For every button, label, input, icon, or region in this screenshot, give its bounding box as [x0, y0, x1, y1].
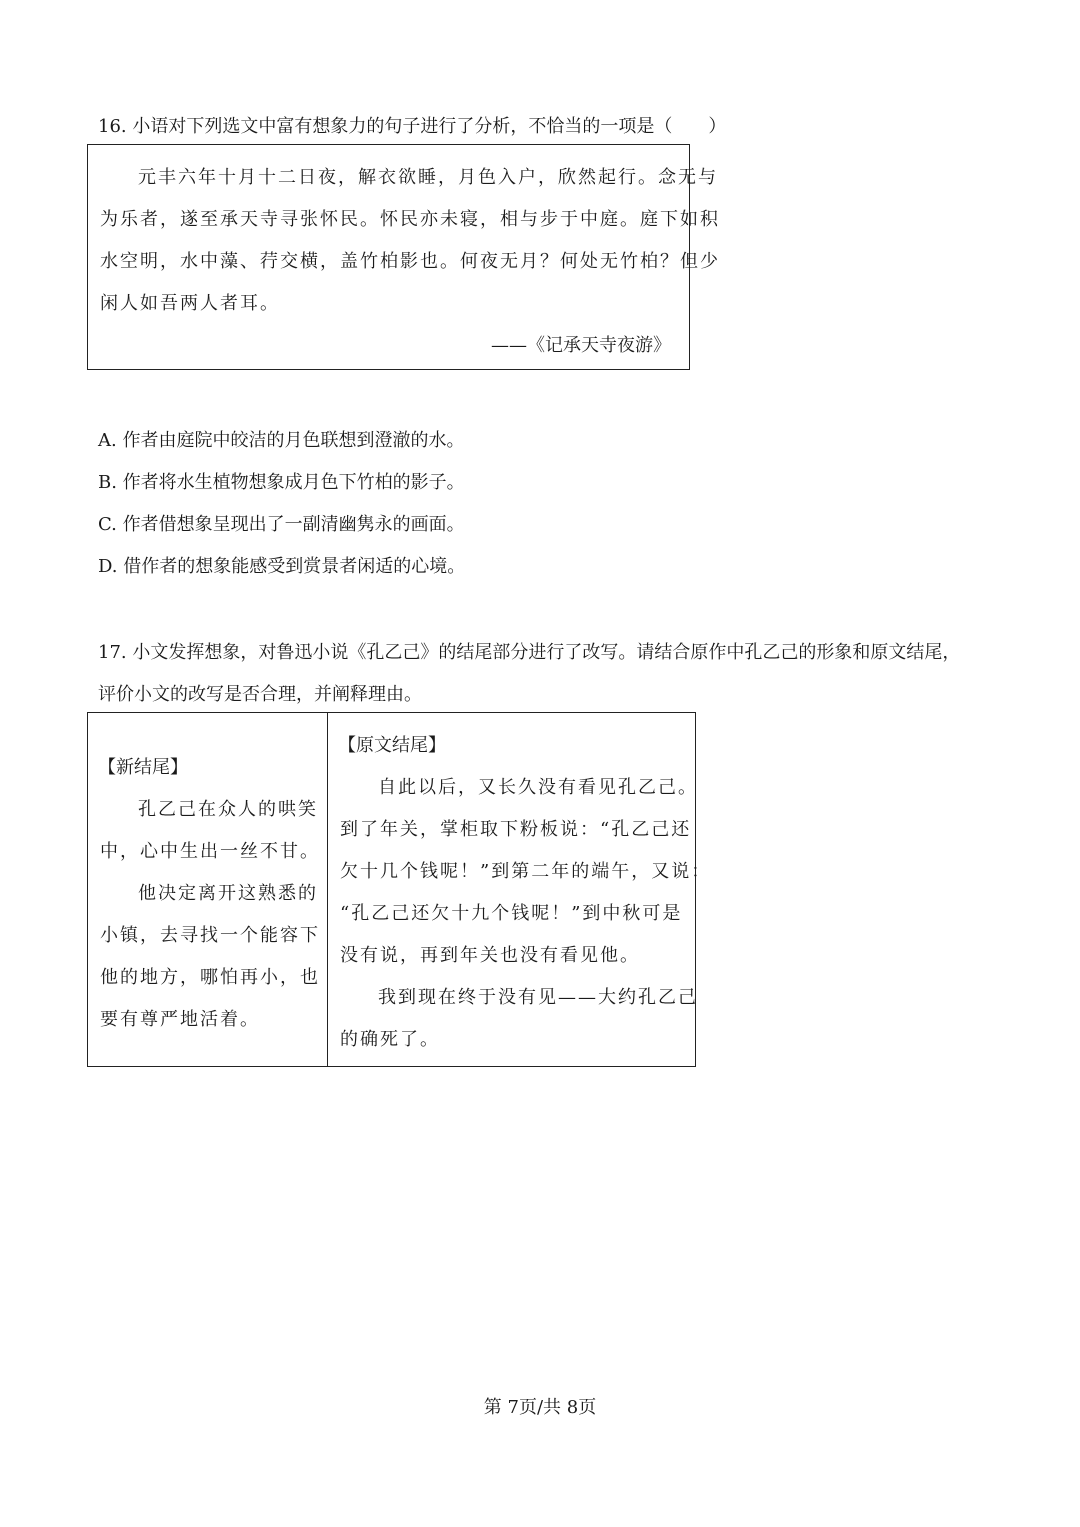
original-ending-line: 欠十几个钱呢！”到第二年的端午，又说： [340, 861, 712, 882]
new-ending-line: 他的地方，哪怕再小，也 [100, 967, 320, 988]
new-ending-line: 中，心中生出一丝不甘。 [100, 841, 320, 862]
option-c: C. 作者借想象呈现出了一副清幽隽永的画面。 [98, 514, 465, 535]
new-ending-line: 孔乙己在众人的哄笑 [138, 799, 318, 820]
question-17-stem-line2: 评价小文的改写是否合理，并阐释理由。 [98, 684, 422, 705]
new-ending-line: 要有尊严地活着。 [100, 1009, 260, 1030]
original-ending-line: 的确死了。 [340, 1029, 440, 1050]
passage-line: 元丰六年十月十二日夜，解衣欲睡，月色入户，欣然起行。念无与 [138, 167, 718, 188]
original-ending-line: 自此以后，又长久没有看见孔乙己。 [378, 777, 698, 798]
option-d: D. 借作者的想象能感受到赏景者闲适的心境。 [98, 556, 466, 577]
passage-box [87, 144, 720, 370]
page-number: 第 7页/共 8页 [483, 1397, 597, 1418]
comparison-table [87, 712, 712, 1067]
passage-source: ——《记承天寺夜游》 [491, 335, 671, 356]
passage-line: 水空明，水中藻、荇交横，盖竹柏影也。何夜无月？何处无竹柏？但少 [100, 251, 720, 272]
option-b: B. 作者将水生植物想象成月色下竹柏的影子。 [98, 472, 465, 493]
new-ending-line: 小镇，去寻找一个能容下 [100, 925, 320, 946]
original-ending-line: 我到现在终于没有见——大约孔乙己 [378, 987, 698, 1008]
original-ending-line: 到了年关，掌柜取下粉板说：“孔乙己还 [340, 819, 692, 840]
option-a: A. 作者由庭院中皎洁的月色联想到澄澈的水。 [98, 430, 465, 451]
original-ending-line: “孔乙己还欠十九个钱呢！”到中秋可是 [340, 903, 683, 924]
new-ending-line: 他决定离开这熟悉的 [138, 883, 318, 904]
original-ending-line: 没有说，再到年关也没有看见他。 [340, 945, 640, 966]
question-17-stem-line1: 17. 小文发挥想象，对鲁迅小说《孔乙己》的结尾部分进行了改写。请结合原作中孔乙己的形象和原文结尾， [98, 642, 961, 663]
passage-line: 闲人如吾两人者耳。 [100, 293, 280, 314]
table-divider [327, 713, 328, 1066]
original-ending-heading: 【原文结尾】 [338, 735, 446, 756]
passage-line: 为乐者，遂至承天寺寻张怀民。怀民亦未寝，相与步于中庭。庭下如积 [100, 209, 720, 230]
new-ending-heading: 【新结尾】 [98, 757, 188, 778]
question-16-stem: 16. 小语对下列选文中富有想象力的句子进行了分析，不恰当的一项是（ ） [98, 116, 727, 137]
